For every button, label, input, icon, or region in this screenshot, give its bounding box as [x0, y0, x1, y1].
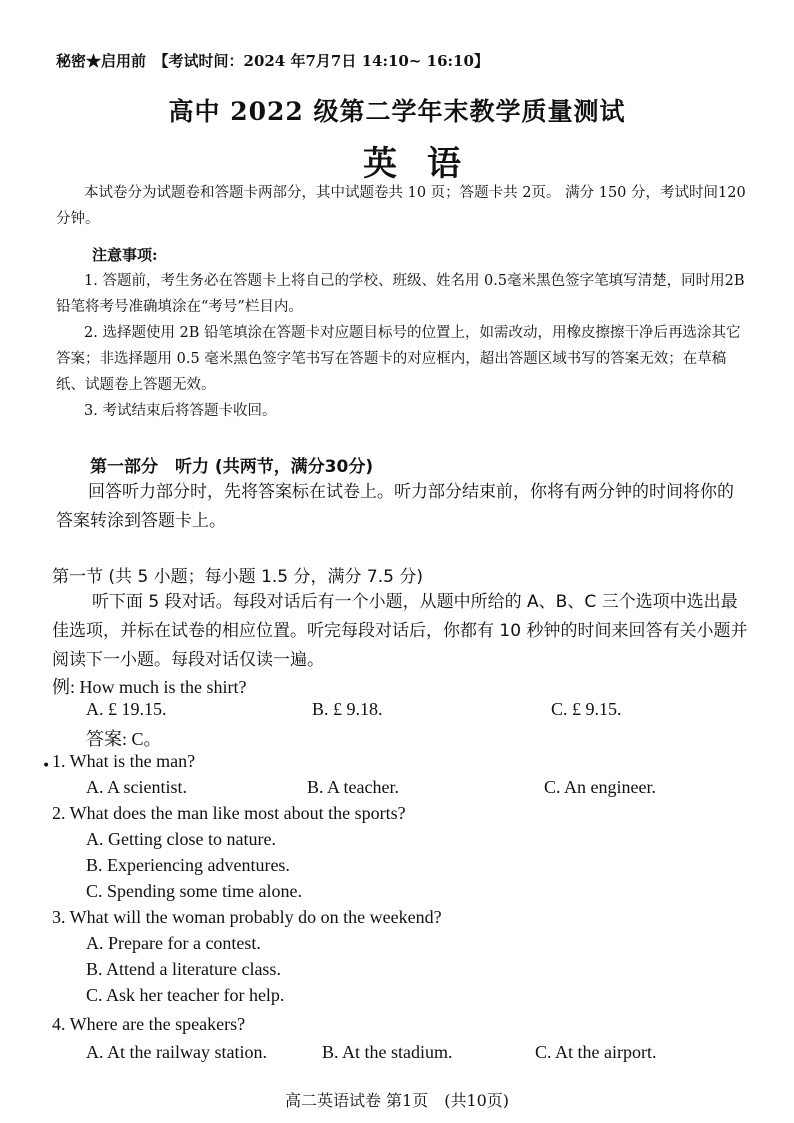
part1-heading: 第一部分 听力 (共两节，满分30分)	[90, 457, 374, 477]
margin-mark: •	[42, 758, 51, 774]
example-option-c: C. £ 9.15.	[551, 699, 622, 719]
question-2: 2. What does the man like most about the sports?	[52, 803, 406, 823]
question-2-option-c: C. Spending some time alone.	[86, 881, 302, 901]
subject-title: 英语	[363, 144, 491, 184]
question-1-option-b: B. A teacher.	[307, 777, 399, 797]
question-2-option-b: B. Experiencing adventures.	[86, 855, 290, 875]
example-option-b: B. £ 9.18.	[312, 699, 383, 719]
example-question: 例: How much is the shirt?	[52, 677, 247, 697]
page-footer: 高二英语试卷 第1页 (共10页)	[284, 1091, 510, 1110]
question-2-option-a: A. Getting close to nature.	[86, 829, 276, 849]
exam-title: 高中 2022 级第二学年末教学质量测试	[168, 97, 626, 126]
question-3: 3. What will the woman probably do on the weekend?	[52, 907, 442, 927]
question-3-option-b: B. Attend a literature class.	[86, 959, 281, 979]
question-1-option-c: C. An engineer.	[544, 777, 656, 797]
intro-text: 本试卷分为试题卷和答题卡两部分，其中试题卷共 10 页；答题卡共 2页。 满分 150 分，考试时间120 分钟。	[56, 185, 746, 227]
question-3-option-a: A. Prepare for a contest.	[86, 933, 261, 953]
confidential-header: 秘密★启用前 【考试时间：2024 年7月7日 14:10~ 16:10】	[56, 52, 489, 70]
question-4-option-b: B. At the stadium.	[322, 1042, 453, 1062]
question-1: 1. What is the man?	[52, 751, 196, 771]
question-4-option-a: A. At the railway station.	[86, 1042, 267, 1062]
notice-item-3: 3. 考试结束后将答题卡收回。	[84, 403, 277, 419]
notice-heading: 注意事项:	[92, 246, 158, 264]
section1-text: 听下面 5 段对话。每段对话后有一个小题，从题中所给的 A、B、C 三个选项中选出最佳选项，并标在试卷的相应位置。听完每段对话后，你都有 10 秒钟的时间来回答有关小题并阅读下一小题。每段对话仅读一遍。	[52, 592, 748, 670]
question-3-option-c: C. Ask her teacher for help.	[86, 985, 285, 1005]
example-option-a: A. £ 19.15.	[86, 699, 167, 719]
question-4-option-c: C. At the airport.	[535, 1042, 657, 1062]
notice-item-1: 1. 答题前，考生务必在答题卡上将自己的学校、班级、姓名用 0.5毫米黑色签字笔填写清楚，同时用2B 铅笔将考号准确填涂在“考号”栏目内。	[56, 273, 745, 315]
section1-heading: 第一节 (共 5 小题；每小题 1.5 分，满分 7.5 分)	[52, 567, 423, 587]
question-1-option-a: A. A scientist.	[86, 777, 188, 797]
question-4: 4. Where are the speakers?	[52, 1014, 246, 1034]
part1-text: 回答听力部分时，先将答案标在试卷上。听力部分结束前，你将有两分钟的时间将你的答案转涂到答题卡上。	[56, 482, 734, 531]
notice-item-2: 2. 选择题使用 2B 铅笔填涂在答题卡对应题目标号的位置上，如需改动，用橡皮擦擦干净后再选涂其它答案；非选择题用 0.5 毫米黑色签字笔书写在答题卡的对应框内，超出答题区域书写的答案无效；在草稿纸、试题卷上答题无效。	[56, 325, 741, 393]
example-answer: 答案: C。	[86, 729, 162, 749]
